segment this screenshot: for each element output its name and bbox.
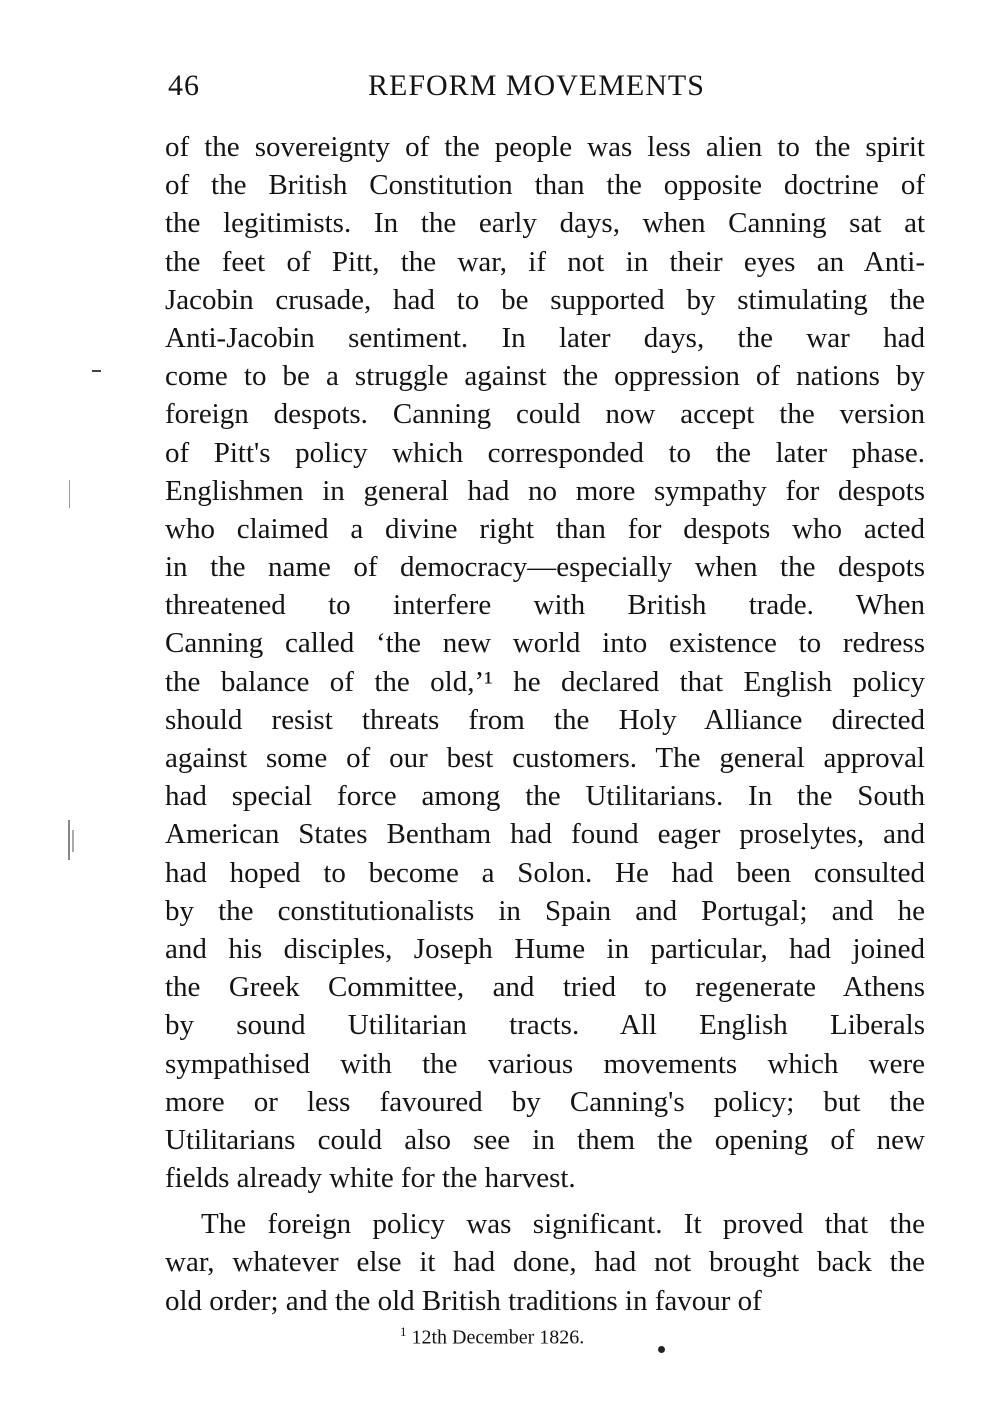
text-line: Canning called ‘the new world into existence to redress (165, 627, 925, 660)
text-line: Englishmen in general had no more sympathy for despots (165, 474, 925, 507)
scan-speck (658, 1346, 665, 1353)
text-line: Utilitarians could also see in them the opening of new (165, 1123, 925, 1156)
text-line: sympathised with the various movements which were (165, 1047, 925, 1080)
text-line: the Greek Committee, and tried to regenerate Athens (165, 971, 925, 1004)
text-line: by sound Utilitarian tracts. All English Liberals (165, 1009, 925, 1042)
text-line: Anti-Jacobin sentiment. In later days, the war had (165, 321, 925, 354)
text-line: old order; and the old British traditions in favour of (165, 1284, 762, 1317)
footnote-text: 12th December 1826. (411, 1326, 585, 1349)
page-number: 46 (168, 69, 200, 102)
text-line: The foreign policy was significant. It proved that the (201, 1208, 925, 1241)
text-line: of the British Constitution than the opposite doctrine of (165, 169, 925, 202)
text-line: the feet of Pitt, the war, if not in their eyes an Anti- (165, 245, 925, 278)
text-line: of the sovereignty of the people was less alien to the spirit (165, 131, 925, 163)
text-line: the balance of the old,’¹ he declared that English policy (165, 665, 925, 698)
text-line: and his disciples, Joseph Hume in particular, had joined (165, 932, 925, 965)
text-line: fields already white for the harvest. (165, 1162, 576, 1195)
scan-speck (92, 370, 101, 372)
text-line: should resist threats from the Holy Alliance directed (165, 703, 925, 736)
text-line: foreign despots. Canning could now accept the version (165, 398, 925, 431)
body-text (165, 128, 925, 1320)
scan-speck (69, 480, 70, 508)
text-line: of Pitt's policy which corresponded to the later phase. (165, 436, 925, 469)
text-line: more or less favoured by Canning's policy; but the (165, 1085, 925, 1118)
text-line: had hoped to become a Solon. He had been consulted (165, 856, 925, 889)
text-line: war, whatever else it had done, had not brought back the (165, 1246, 925, 1279)
text-line: in the name of democracy—especially when the despots (165, 551, 925, 584)
paragraph (165, 128, 925, 1197)
paragraph (165, 1205, 925, 1320)
text-line: American States Bentham had found eager proselytes, and (165, 818, 925, 851)
page-header (168, 66, 768, 106)
text-line: the legitimists. In the early days, when Canning sat at (165, 207, 925, 240)
text-line: who claimed a divine right than for despots who acted (165, 512, 925, 545)
text-line: threatened to interfere with British trade. When (165, 589, 925, 622)
paragraph-gap (165, 1197, 925, 1205)
scan-speck (68, 820, 70, 860)
text-line: had special force among the Utilitarians. In the South (165, 780, 925, 813)
running-title: REFORM MOVEMENTS (368, 69, 705, 102)
scan-speck (72, 830, 74, 852)
footnote-marker: 1 (400, 1324, 407, 1339)
text-line: by the constitutionalists in Spain and Portugal; and he (165, 894, 925, 927)
footnote (400, 1318, 700, 1352)
text-line: Jacobin crusade, had to be supported by stimulating the (165, 283, 925, 316)
text-line: come to be a struggle against the oppression of nations by (165, 360, 925, 393)
text-line: against some of our best customers. The general approval (165, 742, 925, 774)
